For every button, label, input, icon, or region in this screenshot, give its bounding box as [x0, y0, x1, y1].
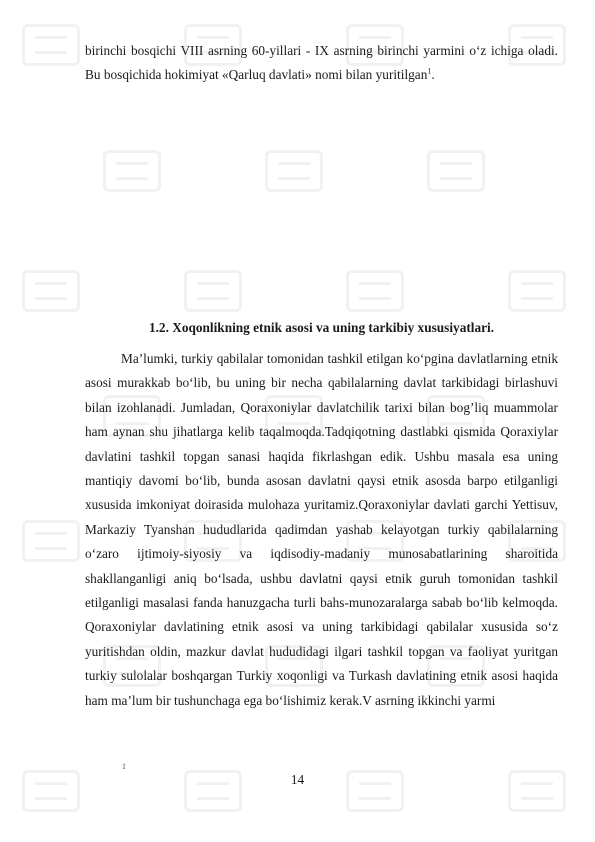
intro-paragraph-end: .: [431, 67, 435, 83]
watermark-logo-icon: [22, 24, 80, 66]
footnote-marker: 1: [122, 762, 126, 771]
watermark-logo-icon: [22, 270, 80, 312]
intro-paragraph-text: birinchi bosqichi VIII asrning 60-yillari - IX asrning birinchi yarmini o‘z ichiga oladi. Bu bosqichida hokimiyat «Qarluq davlati» nomi bilan yuritilgan: [85, 43, 558, 83]
footnote-reference[interactable]: 1: [427, 66, 432, 76]
watermark-logo-icon: [346, 270, 404, 312]
body-paragraph-block: [85, 347, 558, 713]
intro-paragraph: [85, 39, 558, 88]
watermark-logo-icon: [265, 150, 323, 192]
watermark-logo-icon: [103, 150, 161, 192]
watermark-logo-icon: [508, 270, 566, 312]
page-number: 14: [290, 772, 305, 787]
watermark-logo-icon: [184, 270, 242, 312]
section-heading: 1.2. Xoqonlikning etnik asosi va uning tarkibiy xususiyatlari.: [148, 320, 495, 335]
watermark-logo-icon: [427, 150, 485, 192]
watermark-logo-icon: [22, 520, 80, 562]
intro-paragraph-block: [85, 39, 558, 88]
body-paragraph: Ma’lumki, turkiy qabilalar tomonidan tashkil etilgan ko‘pgina davlatlarning etnik asosi murakkab bo‘lib, bu uning bir necha qabilalarning davlat tarkibidagi birlashuvi bilan izohlanadi. Jumladan, Qoraxoniylar davlatchilik tarixi bilan bog’liq muammolar ham aynan shu jihatlarga kelib taqalmoqda.Tadqiqotning dastlabki qismida Qoraxiylar davlatini tashkil topgan sanasi haqida fikrlashgan edik. Ushbu masala esa uning mantiqiy davomi bo‘lib, bunda asosan davlatni qaysi etnik asosda barpo etilganligi xususida imkoniyat doirasida mulohaza yuritamiz.Qoraxoniylar davlati garchi Yettisuv, Markaziy Tyanshan hududlarida qadimdan yashab kelayotgan turkiy qabilalarning o‘zaro ijtimoiy-siyosiy va iqdisodiy-madaniy munosabatlarining sharoitida shakllanganligi aniq bo‘lsada, ushbu davlatni qaysi etnik guruh tomonidan tashkil etilganligi masalasi fanda hanuzgacha turli bahs-munozaralarga sabab bo‘lib kelmoqda. Qoraxoniylar davlatining etnik asosi va uning tarkibidagi qabilalar xususida so‘z yuritishdan oldin, mazkur davlat hududidagi ilgari tashkil topgan va faoliyat yuritgan turkiy sulolalar boshqargan Turkiy xoqonligi va Turkash davlatining etnik asosi haqida ham ma’lum bir tushunchaga ega bo‘lishimiz kerak.V asrning ikkinchi yarmi: [85, 351, 558, 708]
